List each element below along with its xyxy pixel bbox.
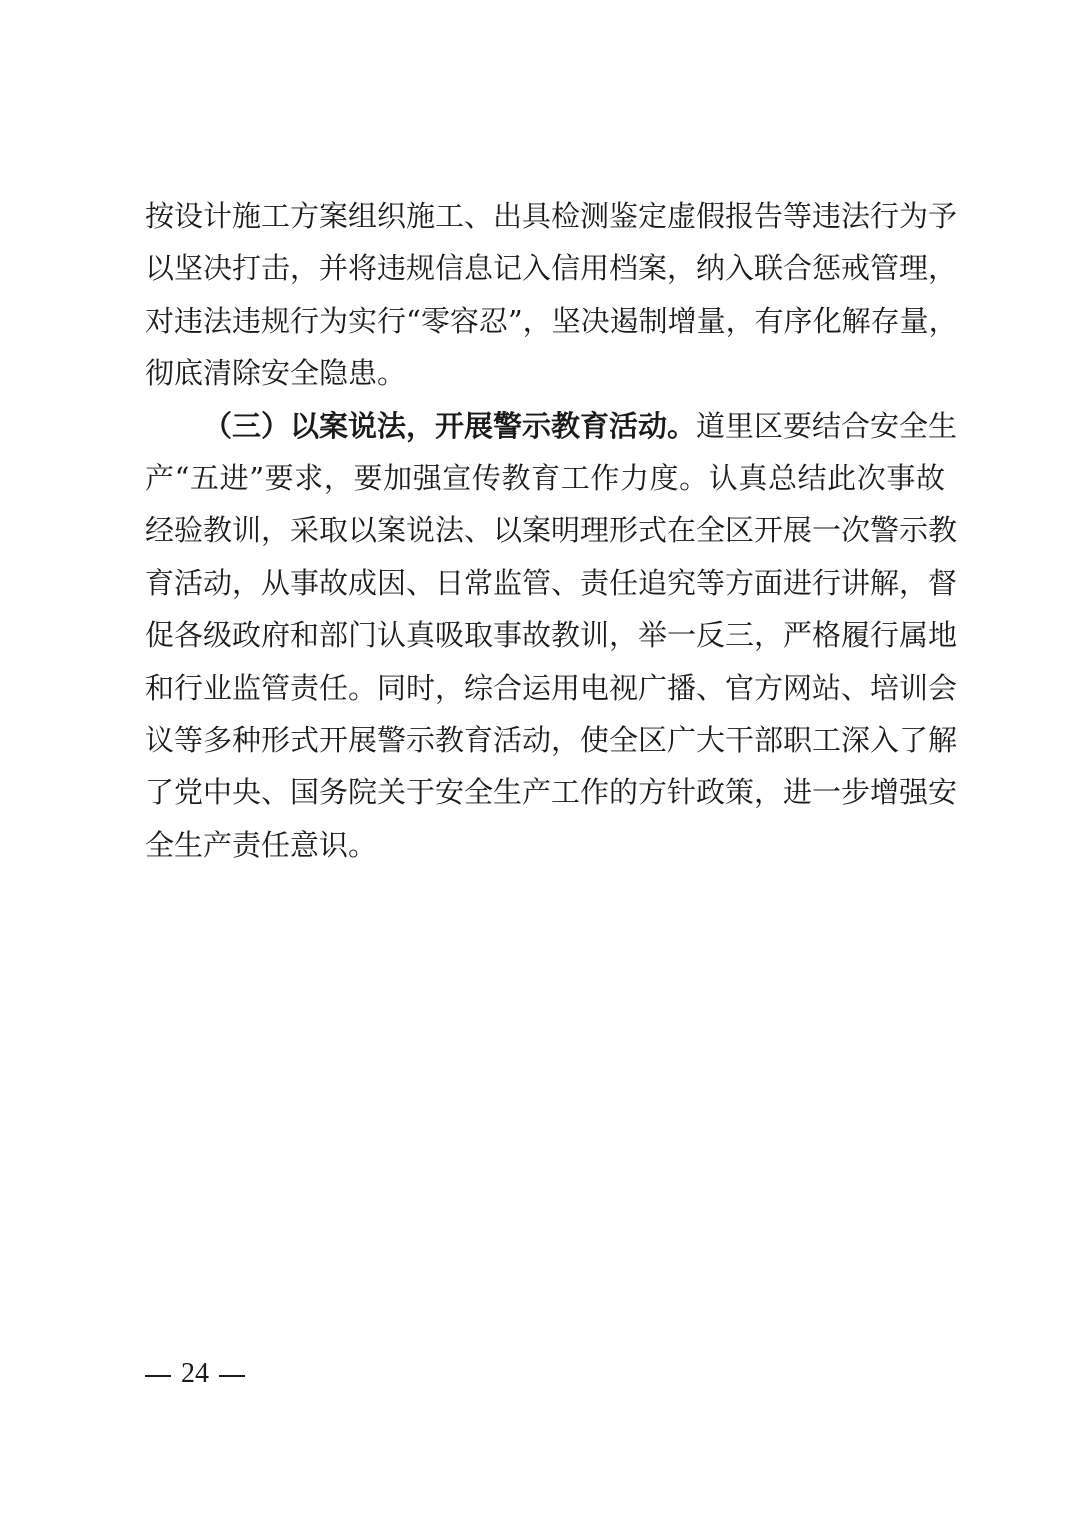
paragraph-2-line-4: 育活动，从事故成因、日常监管、责任追究等方面进行讲解，督 [145,565,958,600]
paragraph-2-line-8: 了党中央、国务院关于安全生产工作的方针政策，进一步增强安 [145,775,958,810]
page-number-dash-left [145,1375,171,1377]
paragraph-2-line-9: 全生产责任意识。 [145,827,378,862]
paragraph-1-line-2: 以坚决打击，并将违规信息记入信用档案，纳入联合惩戒管理， [145,251,958,286]
paragraph-1-line-4: 彻底清除安全隐患。 [145,356,407,391]
paragraph-2-line-7: 议等多种形式开展警示教育活动，使全区广大干部职工深入了解 [145,722,958,757]
page-number [145,1358,255,1390]
page-number-dash-right [219,1375,245,1377]
paragraph-2-line-2: 产“五进”要求，要加强宣传教育工作力度。认真总结此次事故 [145,460,945,495]
body-text [145,190,958,871]
page-number-value: 24 [181,1358,209,1389]
paragraph-2-line-5: 促各级政府和部门认真吸取事故教训，举一反三，严格履行属地 [145,618,958,653]
paragraph-1-line-3: 对违法违规行为实行“零容忍”，坚决遏制增量，有序化解存量， [145,303,958,338]
paragraph-2-line-1 [145,400,958,452]
paragraph-2-line-3: 经验教训，采取以案说法、以案明理形式在全区开展一次警示教 [145,513,958,548]
paragraph-2-line-1-rest: 道里区要结合安全生 [696,408,958,443]
paragraph-2-line-6: 和行业监管责任。同时，综合运用电视广播、官方网站、培训会 [145,670,958,705]
section-heading: （三）以案说法，开展警示教育活动。 [203,408,697,443]
paragraph-1-line-1: 按设计施工方案组织施工、出具检测鉴定虚假报告等违法行为予 [145,199,958,233]
